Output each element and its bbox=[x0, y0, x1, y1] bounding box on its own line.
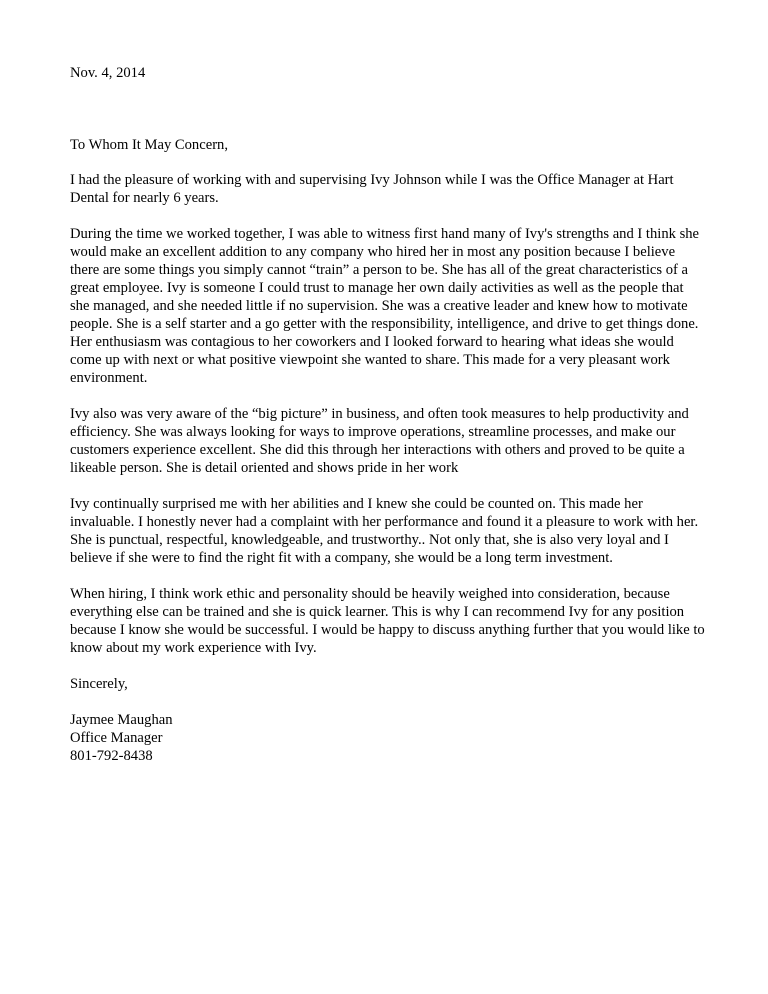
paragraph-5: When hiring, I think work ethic and personality should be heavily weighed into consideration, because everything else can be trained and she is quick learner. This is why I can recommend Ivy for any position because I know she would be successful. I would be happy to discuss anything further that you would like to know about my work experience with Ivy. bbox=[70, 586, 705, 656]
paragraph-4: Ivy continually surprised me with her abilities and I knew she could be counted on. This made her invaluable. I honestly never had a complaint with her performance and found it a pleasure to work with her. She is punctual, respectful, knowledgeable, and trustworthy.. Not only that, she is also very loyal and I believe if she were to find the right fit with a company, she would be a long term investment. bbox=[70, 496, 699, 566]
paragraph-1: I had the pleasure of working with and supervising Ivy Johnson while I was the Office Manager at Hart Dental for nearly 6 years. bbox=[70, 172, 674, 206]
letter-date: Nov. 4, 2014 bbox=[70, 65, 146, 81]
signer-title: Office Manager bbox=[70, 730, 163, 746]
salutation: To Whom It May Concern, bbox=[70, 137, 228, 153]
signer-phone: 801-792-8438 bbox=[70, 748, 153, 764]
paragraph-2: During the time we worked together, I was able to witness first hand many of Ivy's strengths and I think she would make an excellent addition to any company who hired her in most any position because I believe there are some things you simply cannot “train” a person to be. She has all of the great characteristics of a great employee. Ivy is someone I could trust to manage her own daily activities as well as the people that she managed, and she needed little if no supervision. She was a creative leader and knew how to motivate people. She is a self starter and a go getter with the responsibility, intelligence, and drive to get things done. Her enthusiasm was contagious to her coworkers and I looked forward to hearing what ideas she would come up with next or what positive viewpoint she wanted to share. This made for a very pleasant work environment. bbox=[70, 226, 700, 386]
signature-block bbox=[70, 711, 706, 765]
signer-name: Jaymee Maughan bbox=[70, 712, 173, 728]
recommendation-letter bbox=[70, 64, 706, 765]
paragraph-3: Ivy also was very aware of the “big picture” in business, and often took measures to help productivity and efficiency. She was always looking for ways to improve operations, streamline processes, and make our customers experience excellent. She did this through her interactions with others and proved to be quite a likeable person. She is detail oriented and shows pride in her work bbox=[70, 406, 689, 476]
closing: Sincerely, bbox=[70, 676, 128, 692]
